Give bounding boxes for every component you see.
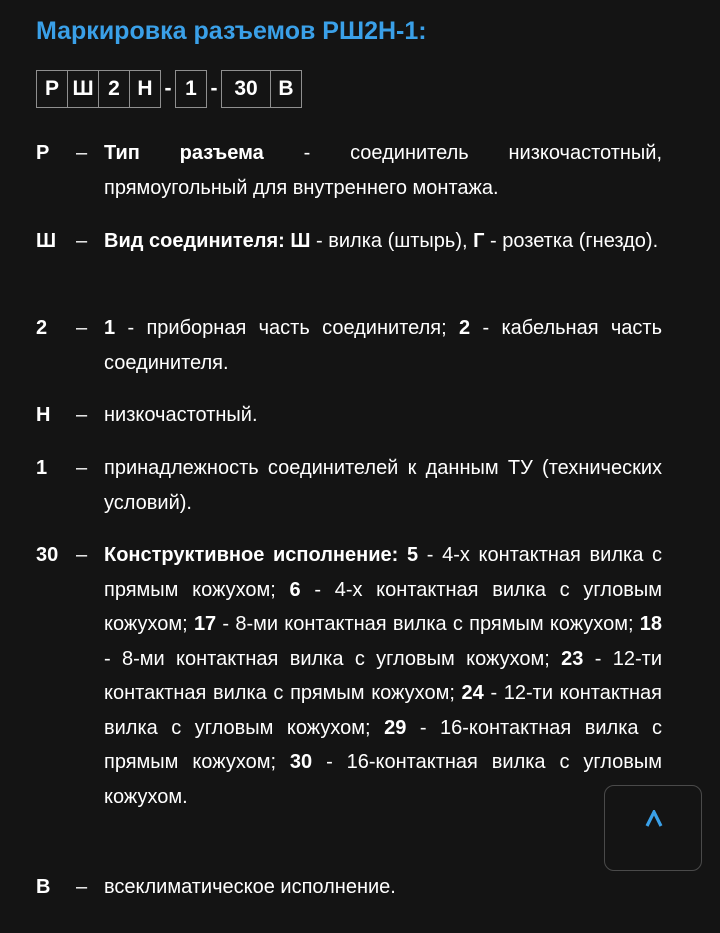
- entry-segment: - 12-ти контактная вилка с прямым кожухом;: [104, 647, 662, 704]
- definition-entry: [36, 451, 662, 520]
- entry-dash: –: [76, 142, 88, 164]
- code-cell: Ш: [67, 71, 98, 107]
- entry-dash: –: [76, 876, 88, 898]
- entry-term: Ш: [290, 230, 311, 252]
- entry-segment: всеклиматическое исполнение.: [104, 876, 396, 898]
- code-cell: 1: [176, 71, 206, 107]
- entry-key: 1: [36, 457, 48, 479]
- entry-segment: - 4-х контактная вилка с угловым кожухом;: [104, 578, 662, 635]
- entry-text: [104, 398, 662, 433]
- entry-term: Вид соединителя:: [104, 230, 285, 252]
- entry-text: [104, 538, 662, 814]
- entry-term: Конструктивное исполнение:: [104, 544, 399, 566]
- code-group-design: [221, 70, 302, 108]
- entry-segment: - 16-контактная вилка с прямым кожухом;: [104, 716, 662, 773]
- entry-segment: - 4-х контактная вилка с прямым кожухом;: [104, 544, 663, 601]
- chevron-up-icon: [645, 810, 663, 828]
- entry-dash: –: [76, 544, 88, 566]
- entry-segment: - 8-ми контактная вилка с прямым кожухом;: [216, 613, 640, 635]
- entry-term: 2: [458, 317, 471, 339]
- entry-segment: - приборная часть соединителя;: [115, 317, 459, 339]
- entry-segment: - вилка (штырь),: [310, 230, 474, 252]
- back-to-top-button[interactable]: [604, 785, 702, 871]
- entry-term: 30: [289, 751, 313, 773]
- entry-term: 18: [639, 613, 662, 635]
- entry-term: 17: [193, 613, 217, 635]
- code-cell: Р: [37, 71, 67, 107]
- marking-code: [36, 70, 302, 108]
- code-group-connector-type: [36, 70, 161, 108]
- entry-term: 29: [384, 716, 407, 739]
- entry-segment: - соединитель низкочастотный, прямоугольный для внутреннего монтажа.: [104, 142, 662, 199]
- definition-entry: [36, 224, 662, 259]
- entry-segment: низкочастотный.: [104, 404, 258, 426]
- entry-text: [104, 224, 662, 259]
- entry-term: 24: [461, 682, 484, 704]
- entry-key: Р: [36, 142, 50, 164]
- definition-entry: [36, 538, 662, 814]
- entry-segment: - 16-контактная вилка с угловым кожухом.: [104, 751, 662, 808]
- entry-term: Тип разъема: [104, 142, 264, 164]
- definition-entry: [36, 136, 662, 205]
- entry-term: 23: [561, 647, 584, 670]
- entry-segment: - 12-ти контактная вилка с угловым кожухом;: [104, 682, 662, 739]
- entry-term: 1: [104, 317, 116, 339]
- entry-text: [104, 451, 662, 520]
- entry-segment: [398, 544, 407, 566]
- entry-key: 2: [36, 317, 48, 339]
- entry-key: В: [36, 876, 51, 898]
- entry-segment: - 8-ми контактная вилка с угловым кожухом;: [104, 647, 562, 670]
- page-title: Маркировка разъемов РШ2Н-1:: [36, 17, 427, 45]
- entry-text: [104, 136, 662, 205]
- entry-dash: –: [76, 317, 88, 339]
- entry-dash: –: [76, 230, 88, 252]
- entry-term: 5: [406, 544, 419, 566]
- code-cell: Н: [129, 71, 160, 107]
- definition-entry: [36, 311, 662, 380]
- entry-key: Н: [36, 404, 51, 426]
- code-cell: В: [270, 71, 301, 107]
- entry-term: 6: [289, 578, 301, 601]
- entry-key: Ш: [36, 230, 57, 252]
- entry-text: [104, 870, 662, 905]
- code-cell: 30: [222, 71, 270, 107]
- entry-segment: - кабельная часть соединителя.: [104, 317, 663, 374]
- code-separator: -: [164, 77, 172, 100]
- code-cell: 2: [98, 71, 129, 107]
- entry-segment: - розетка (гнездо).: [484, 230, 659, 252]
- code-separator: -: [210, 77, 218, 100]
- entry-segment: принадлежность соединителей к данным ТУ (технических условий).: [104, 457, 662, 514]
- entry-term: Г: [473, 230, 485, 252]
- entry-dash: –: [76, 457, 88, 479]
- entry-text: [104, 311, 662, 380]
- entry-key: 30: [36, 544, 59, 566]
- entry-dash: –: [76, 404, 88, 426]
- definition-entry: [36, 398, 662, 433]
- definition-entry: [36, 870, 662, 905]
- code-group-tu: [175, 70, 207, 108]
